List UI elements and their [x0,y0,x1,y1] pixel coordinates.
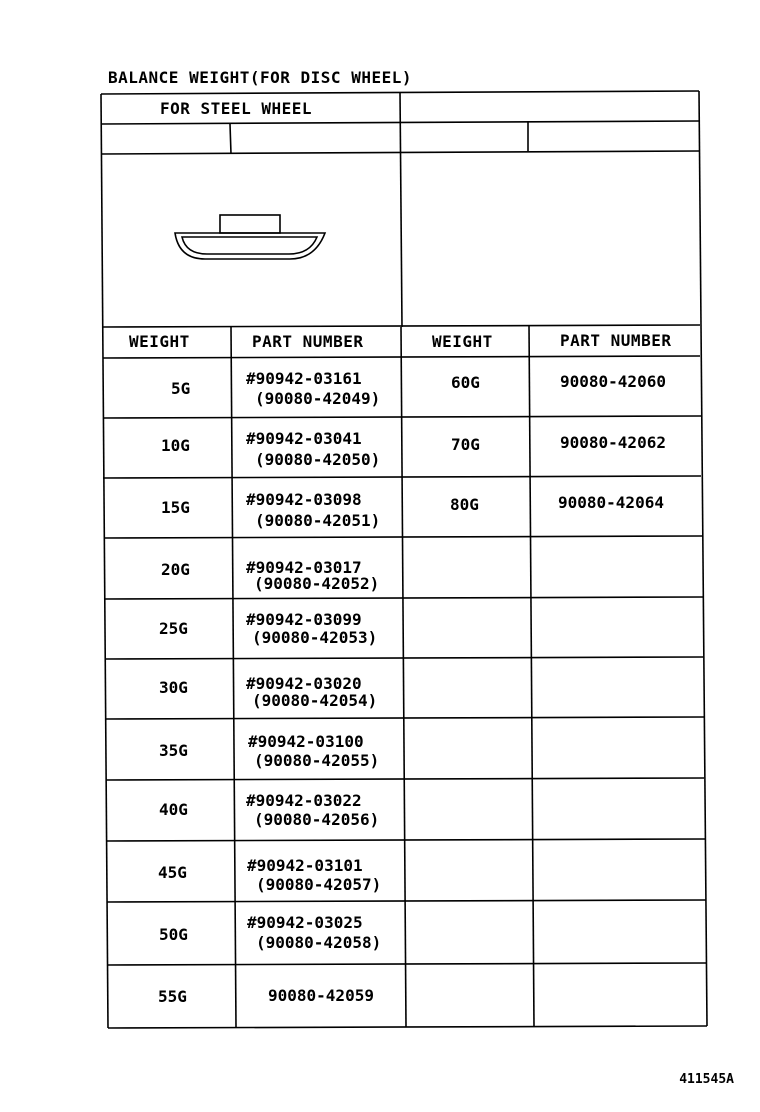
weight-cell: 45G [158,863,187,882]
alt-part-number-cell: (90080-42051) [255,511,381,530]
weight-cell: 10G [161,436,190,455]
part-number-cell: #90942-03020 [246,674,362,693]
part-number-cell: 90080-42059 [268,986,374,1005]
weight-cell: 30G [159,678,188,697]
part-number-cell: 90080-42060 [560,372,666,391]
part-number-cell: #90942-03022 [246,791,362,810]
weight-block [220,215,280,233]
alt-part-number-cell: (90080-42054) [252,691,378,710]
weight-cell: 25G [159,619,188,638]
column-header-weight-right: WEIGHT [432,332,493,351]
alt-part-number-cell: (90080-42049) [255,389,381,408]
weight-cell: 55G [158,987,187,1006]
weight-cell: 70G [451,435,480,454]
diagram-code: 411545A [679,1072,734,1087]
balance-weight-drawing [175,215,325,259]
part-number-cell: #90942-03025 [247,913,363,932]
weight-clip-inner [182,237,317,254]
part-number-cell: #90942-03098 [246,490,362,509]
part-number-cell: #90942-03017 [246,558,362,577]
part-number-cell: 90080-42064 [558,493,664,512]
weight-cell: 50G [159,925,188,944]
alt-part-number-cell: (90080-42053) [252,628,378,647]
weight-cell: 40G [159,800,188,819]
part-number-cell: #90942-03041 [246,429,362,448]
alt-part-number-cell: (90080-42056) [254,810,380,829]
balance-weight-illustration [165,205,340,270]
part-number-cell: #90942-03099 [246,610,362,629]
weight-cell: 5G [171,379,191,398]
weight-cell: 15G [161,498,190,517]
alt-part-number-cell: (90080-42052) [254,574,380,593]
alt-part-number-cell: (90080-42057) [256,875,382,894]
weight-cell: 20G [161,560,190,579]
weight-cell: 35G [159,741,188,760]
column-header-part-left: PART NUMBER [252,332,364,351]
alt-part-number-cell: (90080-42050) [255,450,381,469]
weight-cell: 60G [451,373,480,392]
part-number-cell: 90080-42062 [560,433,666,452]
column-header-part-right: PART NUMBER [560,331,672,350]
section-header: FOR STEEL WHEEL [160,99,312,118]
part-number-cell: #90942-03101 [247,856,363,875]
part-number-cell: #90942-03100 [248,732,364,751]
alt-part-number-cell: (90080-42055) [254,751,380,770]
part-number-cell: #90942-03161 [246,369,362,388]
page-title: BALANCE WEIGHT(FOR DISC WHEEL) [108,68,412,87]
alt-part-number-cell: (90080-42058) [256,933,382,952]
weight-cell: 80G [450,495,479,514]
column-header-weight-left: WEIGHT [129,332,190,351]
